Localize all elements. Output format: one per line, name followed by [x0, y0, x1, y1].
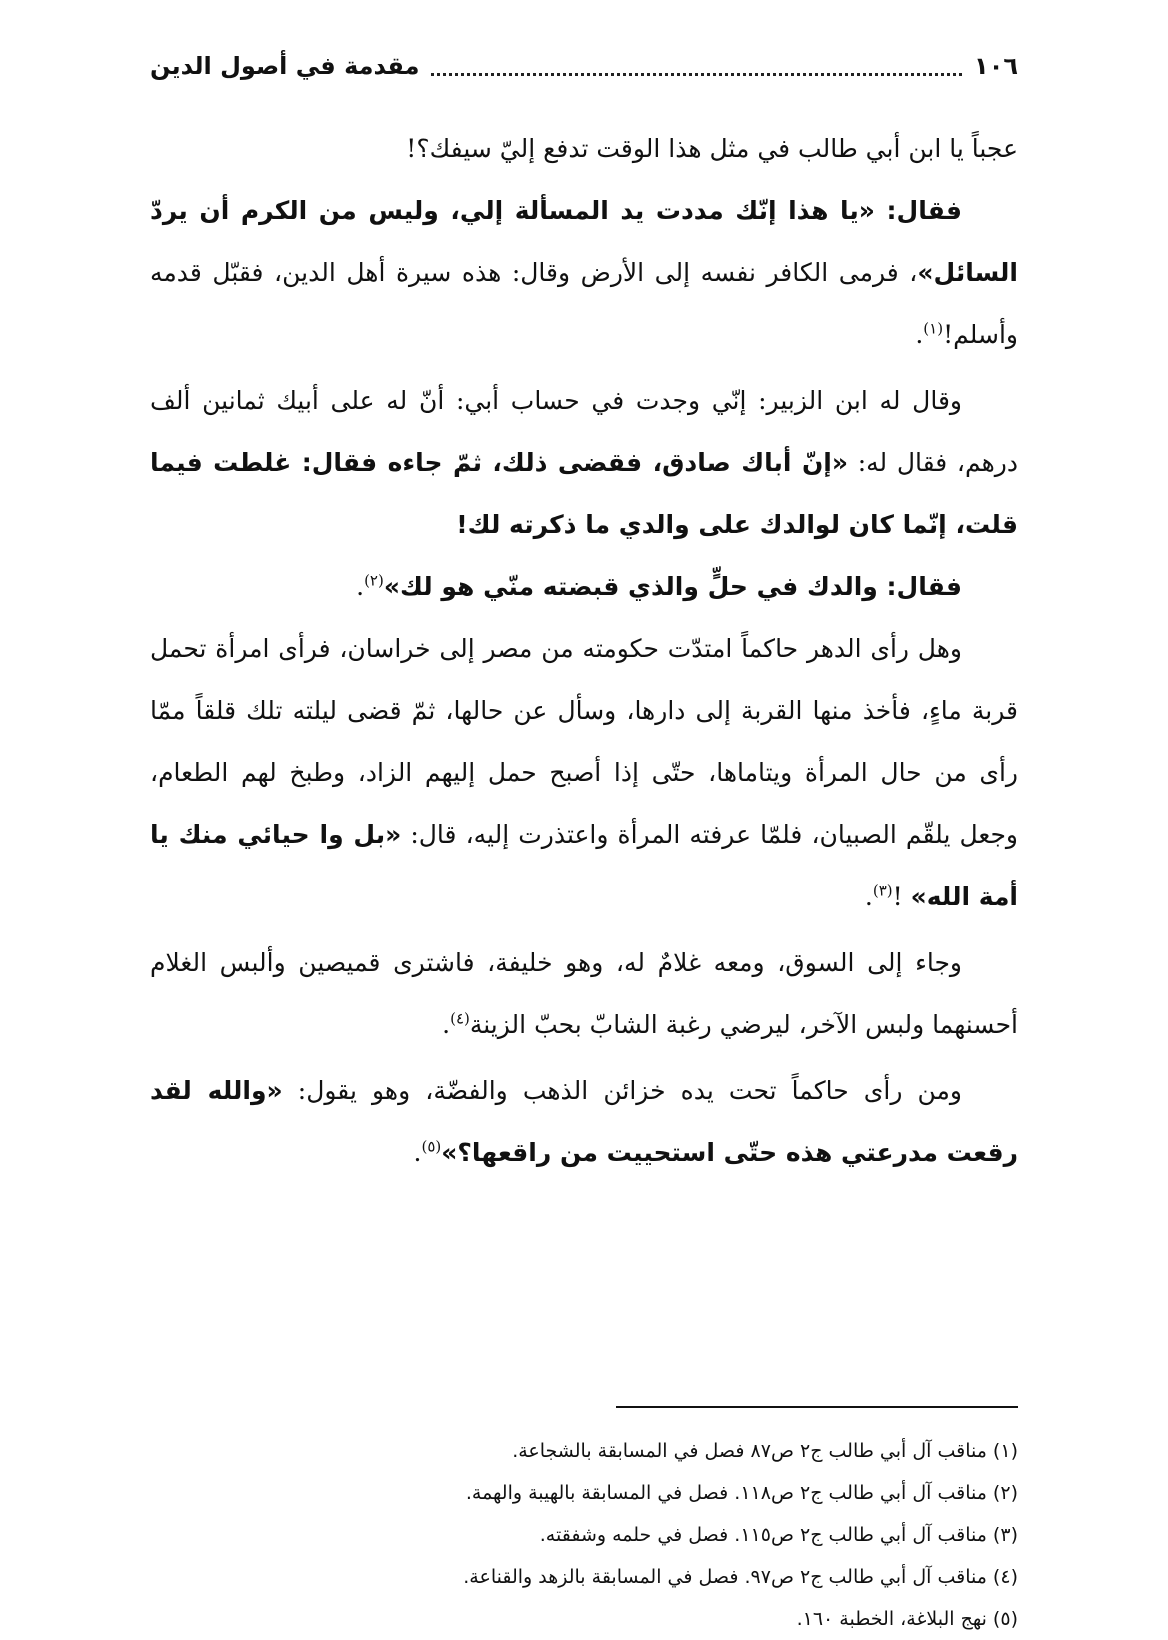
footnote-item: (١) مناقب آل أبي طالب ج٢ ص٨٧ فصل في المسابقة بالشجاعة. [512, 1440, 1018, 1462]
footnote-item: (٥) نهج البلاغة، الخطبة ١٦٠. [796, 1608, 1018, 1630]
paragraph-3 [150, 370, 1018, 556]
footnote-separator [616, 1406, 1018, 1408]
main-text [150, 118, 1018, 1184]
paragraph-7-end: . [413, 1138, 422, 1167]
paragraph-5 [150, 618, 1018, 928]
paragraph-3-quote: «إنّ أباك صادق، فقضى ذلك، ثمّ جاءه فقال: غلطت فيما قلت، إنّما كان لوالدك على والدي ما ذكرته لك! [150, 448, 1018, 539]
footnote-ref-5: (٥) [421, 1137, 442, 1156]
paragraph-4-quote: والدك في حلٍّ والذي قبضته منّي هو لك» [383, 572, 878, 601]
paragraph-1 [150, 118, 1018, 180]
paragraph-5-exclaim: ! [892, 882, 911, 911]
page-number: ١٠٦ [974, 52, 1018, 80]
paragraph-2-text: ، فرمى الكافر نفسه إلى الأرض وقال: هذه سيرة أهل الدين، فقبّل قدمه وأسلم! [150, 258, 1018, 349]
paragraph-5-quote: «بل وا حيائي منك يا أمة الله» [150, 820, 1018, 911]
footnote-ref-1: (١) [923, 319, 944, 338]
paragraph-5-end: . [864, 882, 873, 911]
paragraph-5-text: وهل رأى الدهر حاكماً امتدّت حكومته من مصر إلى خراسان، فرأى امرأة تحمل قربة ماءٍ، فأخذ منها القربة إلى دارها، وسأل عن حالها، ثمّ قضى ليلته تلك قلقاً ممّا رأى من حال المرأة ويتاماها، حتّى إذا أصبح حمل إليهم الزاد، وطبخ لهم الطعام، وجعل يلقّم الصبيان، فلمّا عرفته المرأة واعتذرت إليه، قال: [150, 634, 1018, 849]
paragraph-6-text: وجاء إلى السوق، ومعه غلامٌ له، وهو خليفة، فاشترى قميصين وألبس الغلام أحسنهما ولبس الآخر، ليرضي رغبة الشابّ بحبّ الزينة [150, 948, 1018, 1039]
paragraph-6-end: . [442, 1010, 451, 1039]
paragraph-2-lead: فقال: [874, 196, 962, 225]
footnote-ref-4: (٤) [450, 1009, 470, 1028]
page-header [150, 44, 1018, 88]
footnote-ref-2: (٢) [364, 571, 384, 590]
footnotes [150, 1430, 1018, 1640]
footnote-item: (٤) مناقب آل أبي طالب ج٢ ص٩٧. فصل في المسابقة بالزهد والقناعة. [463, 1566, 1018, 1588]
footnote-item: (٣) مناقب آل أبي طالب ج٢ ص١١٥. فصل في حلمه وشفقته. [539, 1524, 1018, 1546]
paragraph-2-quote: «يا هذا إنّك مددت يد المسألة إلي، وليس من الكرم أن يردّ السائل» [150, 196, 1018, 287]
paragraph-6 [150, 932, 1018, 1056]
paragraph-4-end: . [356, 572, 365, 601]
paragraph-7-quote: «والله لقد رقعت مدرعتي هذه حتّى استحييت من راقعها؟» [150, 1076, 1018, 1167]
paragraph-4-lead: فقال: [877, 572, 962, 601]
paragraph-4 [150, 556, 1018, 618]
header-dot-leader [431, 73, 962, 76]
paragraph-7 [150, 1060, 1018, 1184]
paragraph-2 [150, 180, 1018, 366]
running-title: مقدمة في أصول الدين [150, 52, 420, 80]
footnote-item: (٢) مناقب آل أبي طالب ج٢ ص١١٨. فصل في المسابقة بالهيبة والهمة. [465, 1482, 1018, 1504]
paragraph-7-text: ومن رأى حاكماً تحت يده خزائن الذهب والفضّة، وهو يقول: [282, 1076, 962, 1105]
paragraph-1-text: عجباً يا ابن أبي طالب في مثل هذا الوقت تدفع إليّ سيفك؟! [406, 134, 1018, 163]
paragraph-2-end: . [915, 320, 924, 349]
paragraph-3-text: وقال له ابن الزبير: إنّي وجدت في حساب أبي: أنّ له على أبيك ثمانين ألف درهم، فقال له: [150, 386, 1018, 477]
footnote-ref-3: (٣) [872, 881, 893, 900]
